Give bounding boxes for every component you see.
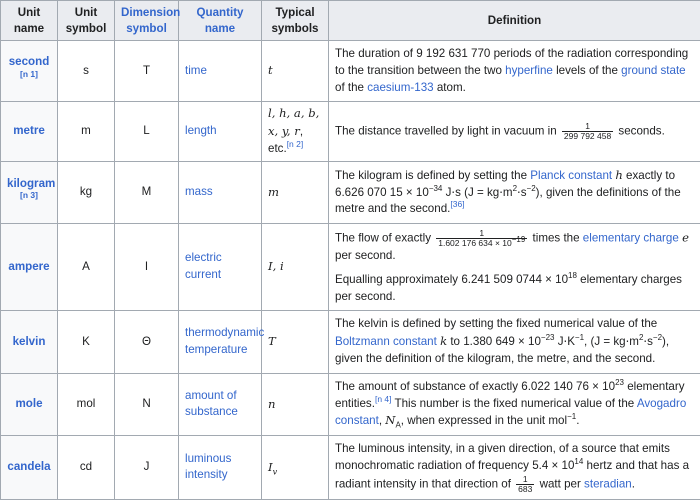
definition-text: The duration of 9 192 631 770 periods of the radiation corresponding to the transition between the two hyperfine levels of the ground state of the caesium-133 atom. (335, 46, 694, 96)
unit-symbol-cell: kg (58, 161, 115, 223)
unit-symbol-cell: mol (58, 373, 115, 435)
table-row-candela (1, 436, 700, 499)
header-typical-symbols: Typical symbols (262, 1, 329, 41)
unit-name-link[interactable]: ampere (8, 260, 49, 273)
header-quantity-name[interactable] (179, 1, 262, 41)
definition-cell (329, 373, 700, 435)
header-dimension-symbol[interactable] (115, 1, 179, 41)
unit-name-cell (1, 373, 58, 435)
definition-cell (329, 436, 700, 499)
definition-text: The kilogram is defined by setting the Planck constant h exactly to 6.626 070 $15 \times 10^{-34}$ J⋅s $(J = kg\cdot m^2\cdot s^{-2})$, given the definitions of the metre and the second.[36] (335, 167, 694, 218)
unit-name-cell (1, 102, 58, 161)
reference-link[interactable]: [n 4] (375, 394, 392, 404)
typical-symbols-cell (262, 311, 329, 373)
unit-symbol-cell: A (58, 224, 115, 311)
dimension-cell: L (115, 102, 179, 161)
planck-constant-link[interactable]: Planck constant (530, 169, 612, 182)
quantity-link[interactable]: thermodynamic temperature (185, 326, 264, 356)
typical-symbol: T (268, 334, 276, 348)
table-row-kilogram (1, 161, 700, 223)
typical-symbol: t (268, 63, 273, 77)
unit-symbol-cell: m (58, 102, 115, 161)
footnote-link[interactable]: [n 3] (20, 191, 38, 201)
dimension-cell: T (115, 41, 179, 102)
unit-name-cell (1, 436, 58, 499)
boltzmann-constant-link[interactable]: Boltzmann constant (335, 335, 437, 348)
typical-symbols-cell (262, 224, 329, 311)
avogadro-constant-link[interactable]: Avogadro constant (335, 397, 686, 428)
dimension-cell: Θ (115, 311, 179, 373)
unit-name-cell (1, 311, 58, 373)
unit-name-link[interactable]: candela (7, 460, 50, 473)
typical-symbol: m (268, 185, 279, 199)
unit-name-link[interactable]: kilogram (7, 177, 55, 190)
dimension-symbol-link[interactable]: Dimension symbol (121, 6, 180, 34)
caesium-link[interactable]: caesium-133 (367, 81, 433, 94)
table-row-metre (1, 102, 700, 161)
typical-symbols-cell (262, 373, 329, 435)
definition-cell (329, 224, 700, 311)
fraction: $\frac{1}{1.602 176 634 \times 10^{-19}}$ (436, 229, 527, 248)
typical-symbol: I, i (268, 259, 284, 273)
quantity-cell (179, 161, 262, 223)
definition-cell (329, 161, 700, 223)
quantity-link[interactable]: luminous intensity (185, 452, 231, 482)
definition-cell (329, 311, 700, 373)
quantity-link[interactable]: mass (185, 185, 213, 198)
typical-symbol: n (268, 397, 275, 411)
quantity-cell (179, 436, 262, 499)
header-unit-name: Unit name (1, 1, 58, 41)
unit-symbol-cell: cd (58, 436, 115, 499)
dimension-cell: M (115, 161, 179, 223)
dimension-cell: I (115, 224, 179, 311)
unit-name-link[interactable]: mole (15, 397, 42, 410)
fraction: $\frac{1}{683}$ (516, 475, 534, 494)
table-row-mole (1, 373, 700, 435)
definition-text: The amount of substance of exactly 6.022 140 $76 \times 10^{23}$ elementary entities.[n 4] This number is the fixed numerical value of the Avogadro constant, $N_A$, when expressed in the unit mol$^{-1}$. (335, 379, 694, 430)
dimension-cell: J (115, 436, 179, 499)
typical-symbols-cell: l, h, a, b, x, y, r, etc.[n 2] (262, 102, 329, 161)
table-row-ampere (1, 224, 700, 311)
quantity-link[interactable]: amount of substance (185, 389, 238, 419)
typical-symbols-cell: $I_v$ (262, 436, 329, 499)
quantity-cell (179, 224, 262, 311)
quantity-link[interactable]: time (185, 64, 207, 77)
elementary-charge-link[interactable]: elementary charge (583, 232, 679, 245)
definition-text: The flow of exactly $\frac{1}{1.602 176 634 \times 10^{-19}}$ times the elementary charge e per second. (335, 229, 694, 265)
quantity-cell (179, 41, 262, 102)
quantity-cell (179, 373, 262, 435)
typical-symbol: l, h, a, b, x, y, r (268, 106, 319, 138)
hyperfine-link[interactable]: hyperfine (505, 64, 553, 77)
definition-cell (329, 102, 700, 161)
header-definition: Definition (329, 1, 700, 41)
unit-name-cell (1, 224, 58, 311)
quantity-cell (179, 311, 262, 373)
footnote-link[interactable]: [n 2] (287, 139, 304, 149)
quantity-link[interactable]: length (185, 124, 217, 137)
unit-symbol-cell: s (58, 41, 115, 102)
definition-text: The luminous intensity, in a given direction, of a source that emits monochromatic radiation of frequency $5.4 \times 10^{14}$ hertz and that has a radiant intensity in that direction of $\frac{1}{683}$ watt per steradian. (335, 441, 694, 493)
quantity-link[interactable]: electric current (185, 251, 222, 281)
unit-name-link[interactable]: kelvin (13, 335, 46, 348)
table-row-second (1, 41, 700, 102)
header-row (1, 1, 700, 41)
unit-name-cell (1, 161, 58, 223)
unit-name-link[interactable]: metre (13, 124, 45, 137)
typical-symbols-cell (262, 161, 329, 223)
quantity-cell (179, 102, 262, 161)
dimension-cell: N (115, 373, 179, 435)
quantity-name-link[interactable]: Quantity name (196, 6, 243, 34)
definition-text: The distance travelled by light in vacuum in $\frac{1}{299 792 458}$ seconds. (335, 122, 694, 141)
definition-text-2: Equalling approximately 6.241 509 $0744 \times 10^{18}$ elementary charges per second. (335, 272, 694, 306)
header-unit-symbol: Unit symbol (58, 1, 115, 41)
table-row-kelvin (1, 311, 700, 373)
ground-state-link[interactable]: ground state (621, 64, 685, 77)
reference-link[interactable]: [36] (450, 200, 464, 210)
typical-symbols-cell (262, 41, 329, 102)
unit-name-cell (1, 41, 58, 102)
unit-name-link[interactable]: second (9, 55, 50, 68)
fraction: $\frac{1}{299 792 458}$ (562, 122, 613, 141)
typical-symbol: I (268, 460, 273, 474)
footnote-link[interactable]: [n 1] (20, 69, 38, 79)
definition-text: The kelvin is defined by setting the fixed numerical value of the Boltzmann constant k to 1.380 $649 \times 10^{-23}$ $J\cdot K^{-1}$, $(J = kg\cdot m^2\cdot s^{-2})$, given the definition of the kilogram, the metre, and the second. (335, 316, 694, 367)
unit-symbol-cell: K (58, 311, 115, 373)
steradian-link[interactable]: steradian (584, 477, 632, 490)
definition-cell (329, 41, 700, 102)
